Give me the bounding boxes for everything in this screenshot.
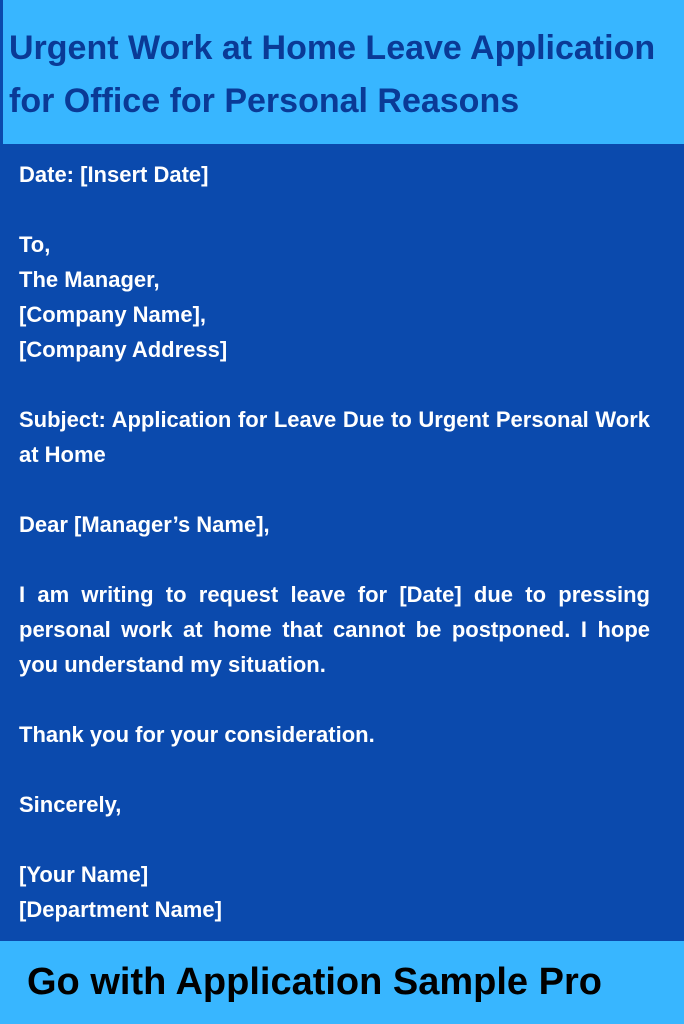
letter-closing: Sincerely, (19, 792, 122, 817)
letter-paragraph: I am writing to request leave for [Date] due to pressing personal work at home that cannot be postponed. I hope you understand my situation. (19, 582, 650, 677)
spacer (19, 752, 650, 787)
spacer (19, 192, 650, 227)
letter-company-name: [Company Name], (19, 302, 207, 327)
letter-subject: Subject: Application for Leave Due to Urgent Personal Work at Home (19, 407, 650, 467)
letter-company-address: [Company Address] (19, 337, 228, 362)
spacer (19, 822, 650, 857)
spacer (19, 367, 650, 402)
footer-banner (0, 941, 684, 1024)
letter-your-name: [Your Name] (19, 862, 149, 887)
letter-to: To, (19, 232, 51, 257)
letter-body (19, 157, 650, 927)
spacer (19, 682, 650, 717)
header-banner (0, 0, 684, 144)
page-title (9, 22, 684, 128)
letter-department: [Department Name] (19, 897, 222, 922)
letter-salutation: Dear [Manager’s Name], (19, 512, 270, 537)
letter-date: Date: [Insert Date] (19, 162, 209, 187)
letter-thanks: Thank you for your consideration. (19, 722, 375, 747)
page-title-line-2: for Office for Personal Reasons (9, 82, 520, 120)
letter-recipient: The Manager, (19, 267, 160, 292)
spacer (19, 472, 650, 507)
spacer (19, 542, 650, 577)
footer-text: Go with Application Sample Pro (27, 961, 602, 1003)
page-title-line-1: Urgent Work at Home Leave Application (9, 29, 656, 67)
